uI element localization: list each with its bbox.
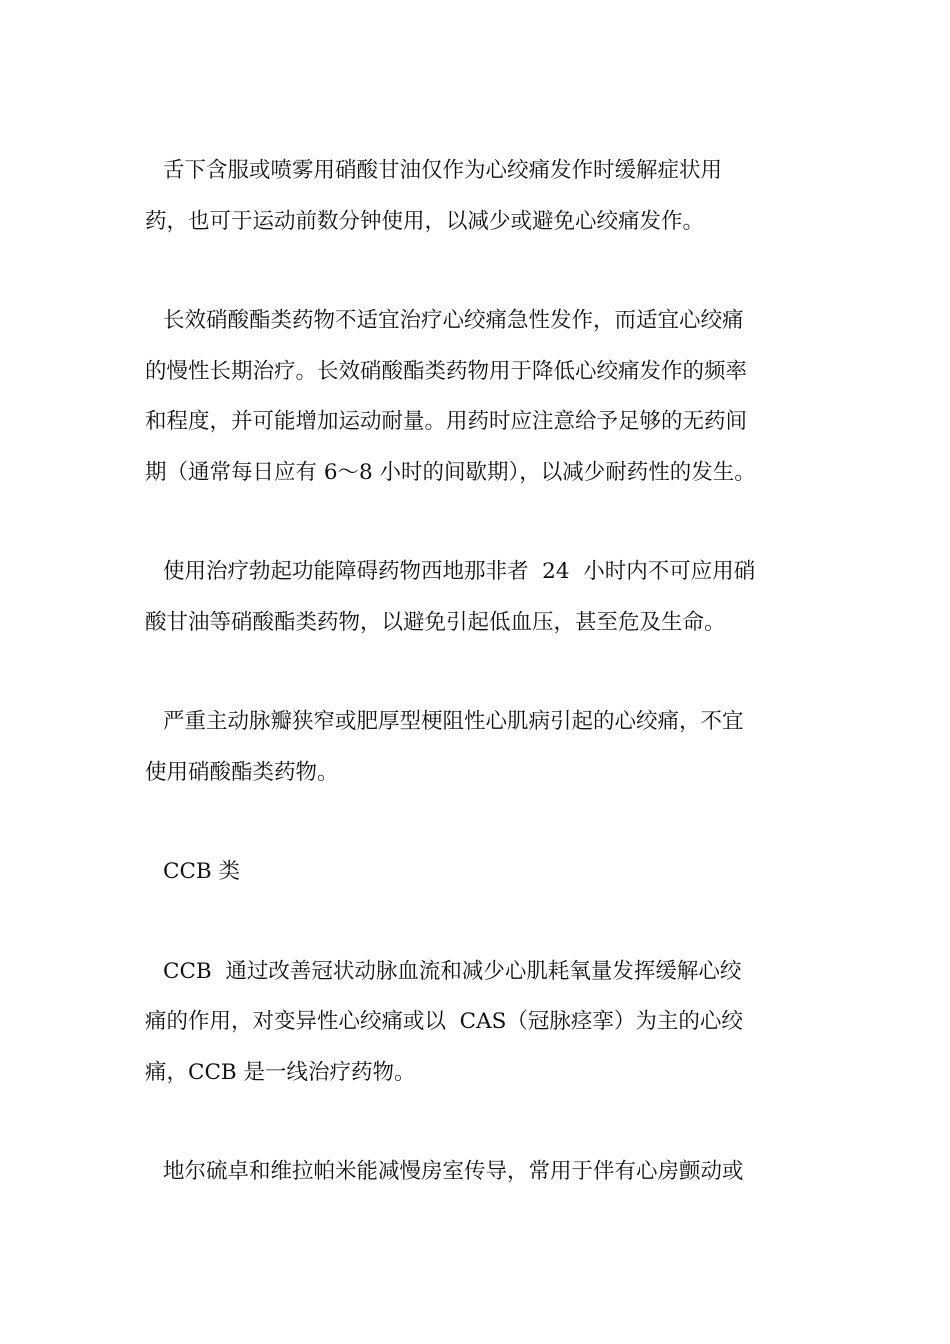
text-line: 的慢性长期治疗。长效硝酸酯类药物用于降低心绞痛发作的频率 (145, 358, 748, 384)
text-line: 痛，CCB 是一线治疗药物。 (145, 1059, 416, 1085)
paragraph-sildenafil-warning (145, 547, 810, 648)
text-line: CCB 通过改善冠状动脉血流和减少心肌耗氧量发挥缓解心绞 (163, 958, 742, 984)
text-line: 使用硝酸酯类药物。 (145, 759, 339, 785)
text-line: 长效硝酸酯类药物不适宜治疗心绞痛急性发作，而适宜心绞痛 (163, 308, 744, 333)
paragraph-aortic-stenosis-contraindication (145, 697, 810, 798)
text-line: 使用治疗勃起功能障碍药物西地那非者 24 小时内不可应用硝 (163, 559, 756, 584)
text-line: 和程度，并可能增加运动耐量。用药时应注意给予足够的无药间 (145, 409, 748, 434)
text-line: 严重主动脉瓣狭窄或肥厚型梗阻性心肌病引起的心绞痛，不宜 (163, 709, 744, 734)
section-heading-ccb (145, 847, 810, 898)
text-line: 地尔硫卓和维拉帕米能减慢房室传导，常用于伴有心房颤动或 (163, 1159, 744, 1184)
text-line: 酸甘油等硝酸酯类药物，以避免引起低血压，甚至危及生命。 (145, 609, 726, 635)
document-body (145, 146, 810, 1247)
paragraph-ccb-mechanism (145, 947, 810, 1099)
paragraph-diltiazem-verapamil (145, 1147, 810, 1198)
text-line: 药，也可于运动前数分钟使用，以减少或避免心绞痛发作。 (145, 208, 705, 234)
text-line: 痛的作用，对变异性心绞痛或以 CAS（冠脉痉挛）为主的心绞 (145, 1009, 743, 1034)
text-line: 舌下含服或喷雾用硝酸甘油仅作为心绞痛发作时缓解症状用 (163, 158, 723, 183)
text-line: 期（通常每日应有 6～8 小时的间歇期），以减少耐药性的发生。 (145, 459, 756, 485)
paragraph-nitroglycerin-sublingual (145, 146, 810, 247)
paragraph-long-acting-nitrates (145, 296, 810, 498)
heading-text: CCB 类 (163, 859, 241, 884)
